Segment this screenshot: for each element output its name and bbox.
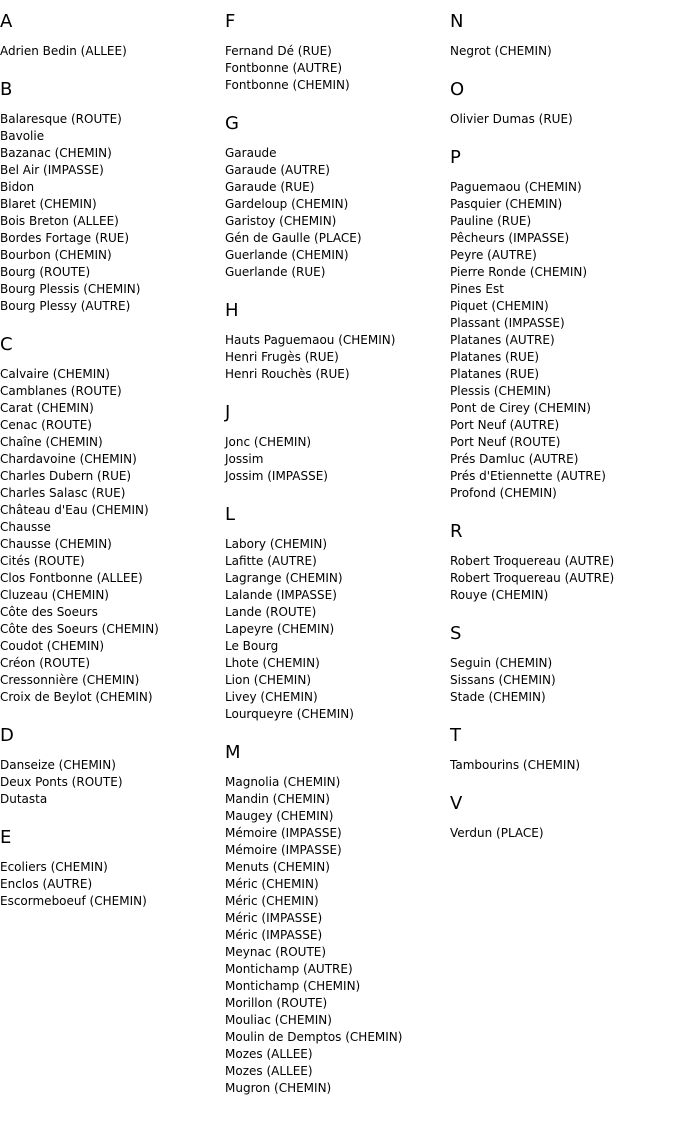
street-name: Menuts (CHEMIN) [225,860,330,874]
street-name: Deux Ponts (ROUTE) [0,775,123,789]
street-name: Lande (ROUTE) [225,605,317,619]
street-name: Garaude (AUTRE) [225,163,330,177]
street-name: Pierre Ronde (CHEMIN) [450,265,588,279]
section-letter-heading: T [450,725,461,746]
section-letter-heading: V [450,793,463,814]
street-list [0,859,220,910]
street-list [450,43,670,60]
street-name: Bel Air (IMPASSE) [0,163,104,177]
street-name: Charles Salasc (RUE) [0,486,126,500]
street-name: Balaresque (ROUTE) [0,112,122,126]
street-name: Lhote (CHEMIN) [225,656,320,670]
street-name: Créon (ROUTE) [0,656,91,670]
street-name: Bavolie [0,129,45,143]
street-name: Pont de Cirey (CHEMIN) [450,401,591,415]
street-name: Negrot (CHEMIN) [450,44,552,58]
street-name: Maugey (CHEMIN) [225,809,334,823]
street-list [0,43,220,60]
letter-section [0,9,220,60]
letter-section [450,145,670,502]
street-name: Bordes Fortage (RUE) [0,231,130,245]
street-name: Le Bourg [225,639,279,653]
street-name: Danseize (CHEMIN) [0,758,116,772]
street-list [225,145,445,281]
street-name: Pines Est [450,282,504,296]
street-index-column-1 [0,9,220,927]
street-name: Port Neuf (ROUTE) [450,435,561,449]
street-name: Garaude [225,146,277,160]
letter-section [450,723,670,774]
street-name: Pasquier (CHEMIN) [450,197,563,211]
street-index-column-2 [225,9,445,1114]
letter-section [450,621,670,706]
section-letter-heading: O [450,79,465,100]
section-letter-heading: A [0,11,13,32]
street-name: Coudot (CHEMIN) [0,639,105,653]
street-list [225,434,445,485]
street-list [225,774,445,1097]
street-name: Cluzeau (CHEMIN) [0,588,109,602]
letter-section [225,111,445,281]
street-name: Bazanac (CHEMIN) [0,146,112,160]
street-list [0,757,220,808]
street-list [225,536,445,723]
street-name: Méric (CHEMIN) [225,877,319,891]
letter-section [450,77,670,128]
street-name: Château d'Eau (CHEMIN) [0,503,149,517]
street-name: Croix de Beylot (CHEMIN) [0,690,153,704]
letter-section [0,825,220,910]
street-name: Mozes (ALLEE) [225,1047,313,1061]
letter-section [0,332,220,706]
street-name: Plassant (IMPASSE) [450,316,565,330]
letter-section [0,77,220,315]
street-list [225,43,445,94]
letter-section [225,740,445,1097]
street-name: Piquet (CHEMIN) [450,299,549,313]
street-name: Chausse [0,520,51,534]
section-letter-heading: B [0,79,13,100]
street-index-column-3 [450,9,670,859]
street-name: Montichamp (CHEMIN) [225,979,361,993]
section-letter-heading: E [0,827,12,848]
street-name: Escormeboeuf (CHEMIN) [0,894,147,908]
street-name: Mandin (CHEMIN) [225,792,330,806]
street-name: Calvaire (CHEMIN) [0,367,110,381]
street-list [450,111,670,128]
street-name: Olivier Dumas (RUE) [450,112,573,126]
street-name: Charles Dubern (RUE) [0,469,132,483]
street-name: Labory (CHEMIN) [225,537,328,551]
section-letter-heading: R [450,521,463,542]
street-name: Chausse (CHEMIN) [0,537,112,551]
street-name: Tambourins (CHEMIN) [450,758,581,772]
letter-section [225,298,445,383]
street-name: Bourg Plessis (CHEMIN) [0,282,141,296]
street-name: Sissans (CHEMIN) [450,673,556,687]
street-name: Henri Rouchès (RUE) [225,367,350,381]
street-name: Platanes (RUE) [450,367,540,381]
street-name: Méric (CHEMIN) [225,894,319,908]
street-name: Platanes (AUTRE) [450,333,555,347]
street-list [450,553,670,604]
street-name: Morillon (ROUTE) [225,996,328,1010]
street-name: Livey (CHEMIN) [225,690,318,704]
street-name: Mémoire (IMPASSE) [225,843,342,857]
street-name: Jossim (IMPASSE) [225,469,328,483]
street-name: Profond (CHEMIN) [450,486,557,500]
street-name: Dutasta [0,792,48,806]
section-letter-heading: P [450,147,461,168]
street-name: Blaret (CHEMIN) [0,197,97,211]
section-letter-heading: N [450,11,464,32]
street-list [0,111,220,315]
street-name: Lalande (IMPASSE) [225,588,337,602]
street-name: Cenac (ROUTE) [0,418,92,432]
street-name: Méric (IMPASSE) [225,928,323,942]
street-list [450,655,670,706]
street-name: Chaîne (CHEMIN) [0,435,103,449]
street-name: Bidon [0,180,35,194]
street-name: Plessis (CHEMIN) [450,384,552,398]
street-name: Lapeyre (CHEMIN) [225,622,335,636]
street-name: Mouliac (CHEMIN) [225,1013,332,1027]
street-name: Paguemaou (CHEMIN) [450,180,582,194]
street-list [0,366,220,706]
street-name: Bourbon (CHEMIN) [0,248,112,262]
street-name: Prés d'Etiennette (AUTRE) [450,469,606,483]
street-name: Camblanes (ROUTE) [0,384,122,398]
street-name: Côte des Soeurs (CHEMIN) [0,622,159,636]
street-name: Clos Fontbonne (ALLEE) [0,571,143,585]
street-name: Seguin (CHEMIN) [450,656,553,670]
street-name: Ecoliers (CHEMIN) [0,860,108,874]
street-name: Hauts Paguemaou (CHEMIN) [225,333,396,347]
street-name: Platanes (RUE) [450,350,540,364]
street-name: Pauline (RUE) [450,214,532,228]
letter-section [225,400,445,485]
street-name: Stade (CHEMIN) [450,690,546,704]
street-name: Fernand Dé (RUE) [225,44,332,58]
street-name: Rouye (CHEMIN) [450,588,549,602]
street-name: Méric (IMPASSE) [225,911,323,925]
street-name: Adrien Bedin (ALLEE) [0,44,127,58]
street-list [450,825,670,842]
letter-section [225,9,445,94]
street-name: Côte des Soeurs [0,605,98,619]
street-name: Henri Frugès (RUE) [225,350,339,364]
street-name: Lagrange (CHEMIN) [225,571,343,585]
street-name: Prés Damluc (AUTRE) [450,452,579,466]
street-name: Guerlande (RUE) [225,265,326,279]
street-name: Pêcheurs (IMPASSE) [450,231,570,245]
street-name: Lion (CHEMIN) [225,673,311,687]
street-name: Cressonnière (CHEMIN) [0,673,140,687]
section-letter-heading: H [225,300,239,321]
street-name: Garistoy (CHEMIN) [225,214,337,228]
street-name: Enclos (AUTRE) [0,877,93,891]
street-name: Jossim [225,452,264,466]
street-name: Port Neuf (AUTRE) [450,418,560,432]
street-name: Lafitte (AUTRE) [225,554,317,568]
street-name: Lourqueyre (CHEMIN) [225,707,354,721]
street-name: Peyre (AUTRE) [450,248,537,262]
street-list [450,179,670,502]
letter-section [450,791,670,842]
street-name: Chardavoine (CHEMIN) [0,452,137,466]
section-letter-heading: D [0,725,14,746]
section-letter-heading: L [225,504,236,525]
section-letter-heading: G [225,113,239,134]
street-name: Montichamp (AUTRE) [225,962,353,976]
street-name: Robert Troquereau (AUTRE) [450,571,615,585]
street-name: Bois Breton (ALLEE) [0,214,119,228]
street-name: Jonc (CHEMIN) [225,435,312,449]
letter-section [450,9,670,60]
street-list [225,332,445,383]
street-name: Magnolia (CHEMIN) [225,775,341,789]
letter-section [0,723,220,808]
street-name: Fontbonne (CHEMIN) [225,78,350,92]
street-name: Bourg Plessy (AUTRE) [0,299,131,313]
street-name: Gardeloup (CHEMIN) [225,197,349,211]
section-letter-heading: C [0,334,13,355]
street-name: Meynac (ROUTE) [225,945,327,959]
street-list [450,757,670,774]
street-name: Verdun (PLACE) [450,826,544,840]
street-name: Fontbonne (AUTRE) [225,61,343,75]
street-name: Garaude (RUE) [225,180,315,194]
section-letter-heading: J [225,402,231,423]
street-name: Moulin de Demptos (CHEMIN) [225,1030,403,1044]
street-name: Mémoire (IMPASSE) [225,826,342,840]
street-name: Mozes (ALLEE) [225,1064,313,1078]
street-name: Gén de Gaulle (PLACE) [225,231,362,245]
section-letter-heading: F [225,11,236,32]
street-name: Guerlande (CHEMIN) [225,248,349,262]
street-name: Robert Troquereau (AUTRE) [450,554,615,568]
street-name: Mugron (CHEMIN) [225,1081,332,1095]
section-letter-heading: M [225,742,241,763]
section-letter-heading: S [450,623,462,644]
street-name: Cités (ROUTE) [0,554,85,568]
letter-section [225,502,445,723]
street-name: Bourg (ROUTE) [0,265,91,279]
street-name: Carat (CHEMIN) [0,401,94,415]
letter-section [450,519,670,604]
